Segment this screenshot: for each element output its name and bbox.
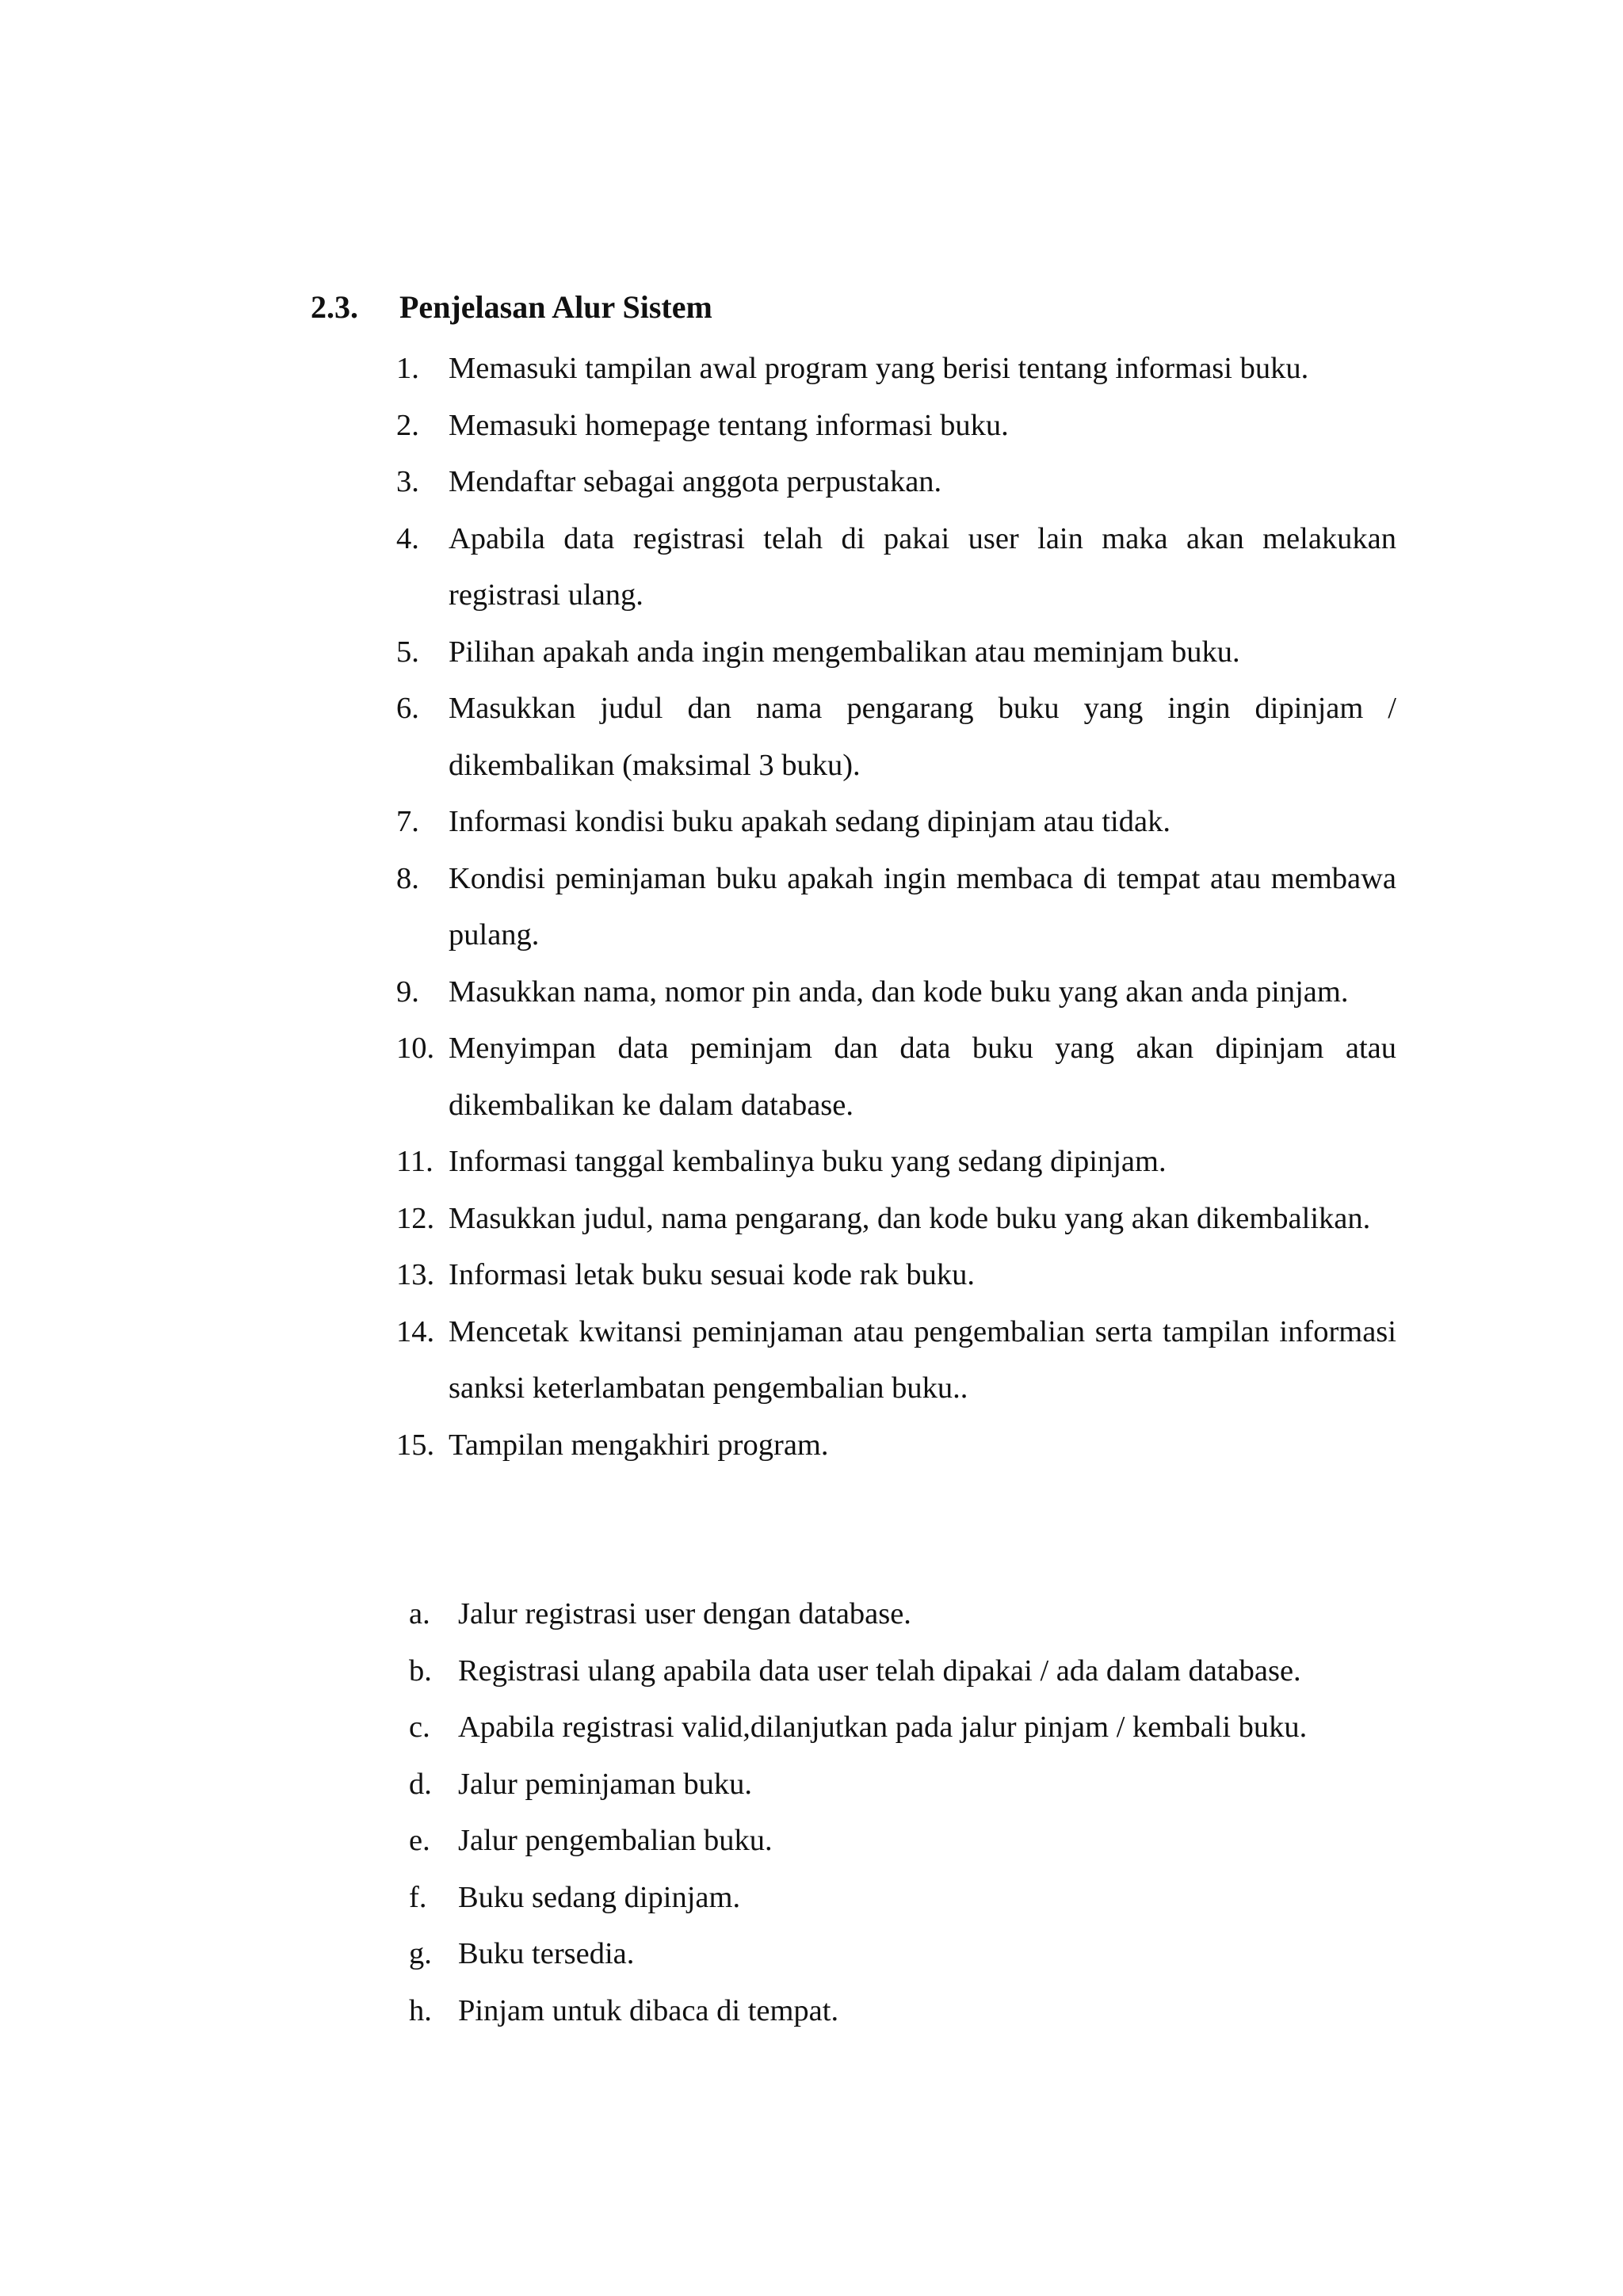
note-item-letter: a. bbox=[409, 1597, 430, 1630]
list-item-text: Kondisi peminjaman buku apakah ingin membaca di tempat atau membawa pulang. bbox=[449, 861, 1396, 952]
list-item bbox=[396, 851, 1396, 964]
note-item bbox=[409, 1756, 1400, 1814]
list-item-number: 11. bbox=[396, 1145, 433, 1178]
list-item bbox=[396, 794, 1396, 851]
list-item-text: Memasuki homepage tentang informasi buku. bbox=[449, 408, 1009, 442]
section-heading bbox=[311, 285, 712, 330]
note-item-letter: c. bbox=[409, 1711, 430, 1744]
note-item-letter: d. bbox=[409, 1767, 432, 1801]
list-item-text: Masukkan nama, nomor pin anda, dan kode buku yang akan anda pinjam. bbox=[449, 974, 1349, 1009]
list-item bbox=[396, 624, 1396, 681]
list-item-number: 7. bbox=[396, 805, 419, 838]
note-item bbox=[409, 1586, 1400, 1643]
list-item bbox=[396, 1247, 1396, 1304]
list-item-number: 10. bbox=[396, 1032, 435, 1065]
note-item-text: Pinjam untuk dibaca di tempat. bbox=[458, 1993, 839, 2027]
list-item bbox=[396, 454, 1396, 511]
list-item bbox=[396, 398, 1396, 455]
note-item-text: Jalur registrasi user dengan database. bbox=[458, 1597, 911, 1630]
list-item bbox=[396, 964, 1396, 1021]
note-item-text: Buku sedang dipinjam. bbox=[458, 1880, 741, 1914]
list-item-number: 12. bbox=[396, 1201, 435, 1235]
note-item-letter: e. bbox=[409, 1824, 430, 1857]
note-item-text: Jalur pengembalian buku. bbox=[458, 1824, 773, 1857]
note-item bbox=[409, 1983, 1400, 2040]
note-item bbox=[409, 1699, 1400, 1756]
list-item bbox=[396, 1020, 1396, 1134]
note-item-letter: h. bbox=[409, 1993, 432, 2027]
list-item-text: Pilihan apakah anda ingin mengembalikan atau meminjam buku. bbox=[449, 635, 1240, 669]
note-item bbox=[409, 1813, 1400, 1870]
list-item-text: Informasi tanggal kembalinya buku yang sedang dipinjam. bbox=[449, 1145, 1167, 1178]
note-item-text: Jalur peminjaman buku. bbox=[458, 1767, 753, 1801]
list-item bbox=[396, 341, 1396, 398]
note-item-text: Registrasi ulang apabila data user telah dipakai / ada dalam database. bbox=[458, 1653, 1301, 1688]
list-item-text: Apabila data registrasi telah di pakai user lain maka akan melakukan registrasi ulang. bbox=[449, 521, 1396, 612]
note-item-text: Buku tersedia. bbox=[458, 1937, 635, 1970]
list-item-text: Informasi kondisi buku apakah sedang dipinjam atau tidak. bbox=[449, 805, 1170, 838]
list-item-number: 4. bbox=[396, 521, 419, 555]
note-item-letter: b. bbox=[409, 1653, 432, 1688]
flow-notes bbox=[409, 1586, 1400, 2039]
list-item-number: 6. bbox=[396, 692, 419, 725]
list-item bbox=[396, 1417, 1396, 1474]
list-item-number: 13. bbox=[396, 1258, 435, 1291]
list-item bbox=[396, 1134, 1396, 1191]
list-item-number: 8. bbox=[396, 861, 419, 895]
list-item-text: Tampilan mengakhiri program. bbox=[449, 1428, 829, 1462]
note-item bbox=[409, 1643, 1400, 1700]
note-item-letter: f. bbox=[409, 1880, 427, 1914]
system-flow-steps bbox=[396, 341, 1396, 1474]
list-item-text: Masukkan judul, nama pengarang, dan kode buku yang akan dikembalikan. bbox=[449, 1201, 1371, 1235]
list-item bbox=[396, 681, 1396, 794]
note-item-letter: g. bbox=[409, 1937, 432, 1970]
list-item-number: 15. bbox=[396, 1428, 435, 1462]
note-item bbox=[409, 1926, 1400, 1983]
list-item-number: 3. bbox=[396, 465, 419, 498]
list-item-text: Memasuki tampilan awal program yang berisi tentang informasi buku. bbox=[449, 352, 1309, 385]
section-number: 2.3. bbox=[311, 289, 358, 325]
list-item-text: Mencetak kwitansi peminjaman atau pengembalian serta tampilan informasi sanksi keterlambatan pengembalian buku.. bbox=[449, 1314, 1396, 1405]
list-item-number: 9. bbox=[396, 974, 419, 1009]
list-item-number: 1. bbox=[396, 352, 419, 385]
note-item bbox=[409, 1870, 1400, 1927]
list-item-text: Mendaftar sebagai anggota perpustakan. bbox=[449, 465, 942, 498]
list-item-number: 14. bbox=[396, 1314, 435, 1348]
list-item-text: Masukkan judul dan nama pengarang buku yang ingin dipinjam / dikembalikan (maksimal 3 buku). bbox=[449, 692, 1396, 782]
list-item bbox=[396, 1304, 1396, 1417]
list-item bbox=[396, 511, 1396, 624]
note-item-text: Apabila registrasi valid,dilanjutkan pada jalur pinjam / kembali buku. bbox=[458, 1711, 1308, 1744]
list-item-number: 2. bbox=[396, 408, 419, 442]
list-item-text: Informasi letak buku sesuai kode rak buku. bbox=[449, 1258, 975, 1291]
section-title: Penjelasan Alur Sistem bbox=[399, 289, 712, 325]
list-item bbox=[396, 1191, 1396, 1248]
list-item-text: Menyimpan data peminjam dan data buku yang akan dipinjam atau dikembalikan ke dalam database. bbox=[449, 1032, 1396, 1122]
list-item-number: 5. bbox=[396, 635, 419, 669]
